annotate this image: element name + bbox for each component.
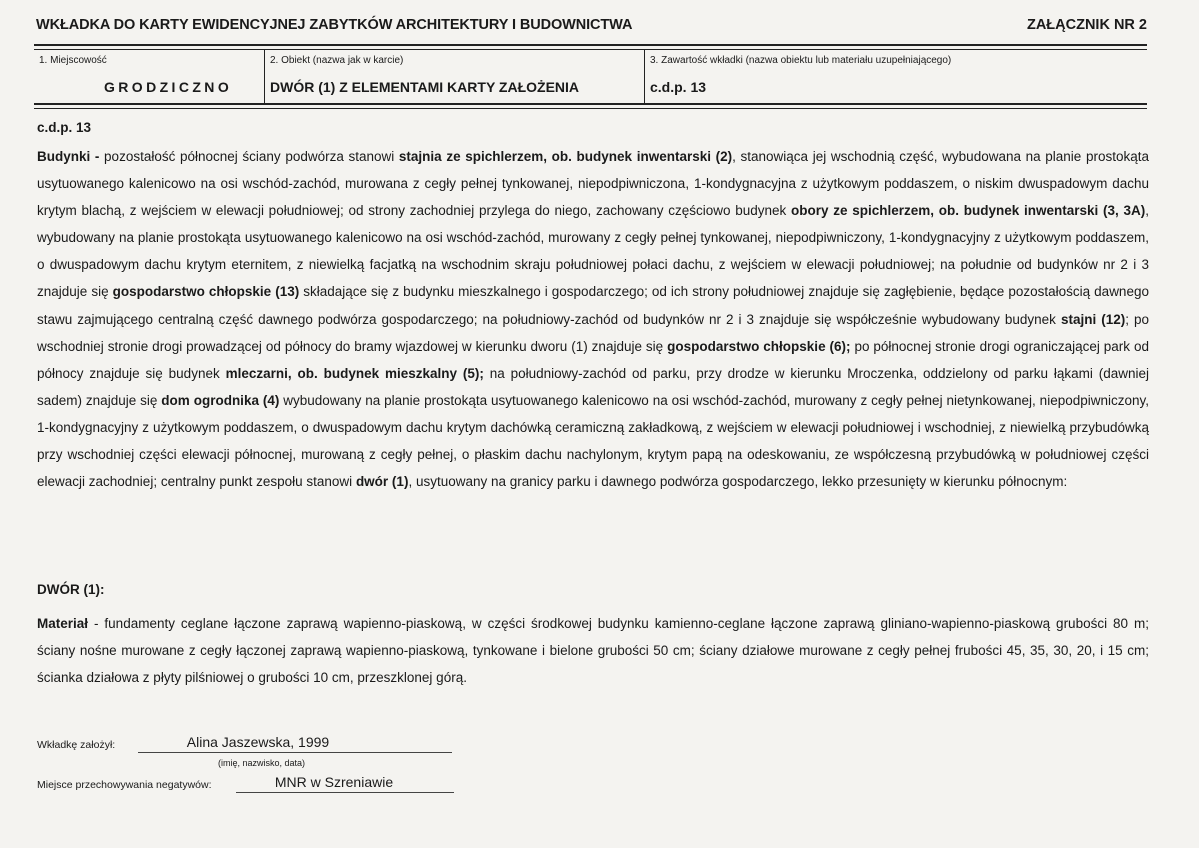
- field-locality: [34, 50, 264, 103]
- author-hint: (imię, nazwisko, data): [218, 758, 306, 768]
- field-locality-label: 1. Miejscowość: [39, 55, 107, 66]
- section-heading: c.d.p. 13: [37, 120, 92, 135]
- buildings-paragraph: [37, 143, 1149, 495]
- field-object-label: 2. Obiekt (nazwa jak w karcie): [270, 55, 404, 66]
- term-mleczarni: mleczarni, ob. budynek mieszkalny (5);: [225, 365, 484, 381]
- header-rule: [34, 44, 1147, 46]
- annex-number: ZAŁĄCZNIK NR 2: [1026, 17, 1147, 33]
- field-content-value: c.d.p. 13: [650, 79, 707, 95]
- field-object: [264, 50, 645, 103]
- term-obory: obory ze spichlerzem, ob. budynek inwentarski (3, 3A): [791, 203, 1146, 219]
- author-label: Wkładkę założył:: [37, 739, 116, 751]
- term-stajnia: stajnia ze spichlerzem, ob. budynek inwentarski (2): [398, 149, 733, 164]
- term-gospodarstwo-13: gospodarstwo chłopskie (13): [112, 284, 300, 300]
- field-object-value: DWÓR (1) Z ELEMENTAMI KARTY ZAŁOŻENIA: [270, 79, 580, 95]
- text-run: , wybudowany na planie prostokąta usytuowanego kalenicowo na osi wschód-zachód, murowany z cegły pełnej tynkowanej, niepodpiwniczony, 1-kondygnacyjny z użytkowym poddaszem, o dwuspadowym dachu krytym eternitem, z niewielką facjatką na wschodnim skraju południowej połaci dachu, z wejściem w elewacji południowej; na południe od budynków nr 2 i 3 znajduje się: [37, 203, 1150, 300]
- storage-label: Miejsce przechowywania negatywów:: [37, 779, 212, 791]
- text-run: po północnej stronie drogi ograniczającej park od północy znajduje się budynek: [37, 338, 1149, 381]
- material-label: Materiał: [37, 616, 89, 631]
- fields-rule-thin: [34, 108, 1147, 109]
- field-locality-value: GRODZICZNO: [104, 79, 233, 95]
- material-text: - fundamenty ceglane łączone zaprawą wapienno-piaskową, w części środkowej budynku kamienno-ceglane łączone zaprawą gliniano-wapienno-piaskową grubości 80 m; ściany nośne murowane z cegły łączonej zaprawą wapienno-piaskową, tynkowane i bielone grubości 50 cm; ściany działowe murowane z cegły pełnej frubości 45, 35, 30, 20, i 15 cm; ścianka działowa z płyty pilśniowej o grubości 10 cm, przeszklonej górą.: [37, 616, 1149, 686]
- text-run: ; po wschodniej stronie drogi prowadzącej od północy do bramy wjazdowej w kierunku dworu (1) znajduje się: [37, 311, 1149, 354]
- text-run: na południowy-zachód od parku, przy drodze w kierunku Mroczenka, oddzielony od parku łąkami (dawniej sadem) znajduje się: [37, 365, 1150, 408]
- storage-value: MNR w Szreniawie: [274, 774, 394, 790]
- text-run: składające się z budynku mieszkalnego i gospodarczego; od ich strony południowej znajduje się zagłębienie, będące pozostałością dawnego stawu zajmującego centralną część dawnego podwórza gospodarczego; na południowy-zachód od budynków nr 2 i 3 znajduje się współcześnie wybudowany budynek: [37, 284, 1149, 327]
- text-run: pozostałość północnej ściany podwórza stanowi: [104, 149, 399, 164]
- term-budynki: Budynki -: [37, 149, 105, 164]
- text-run: , usytuowany na granicy parku i dawnego podwórza gospodarczego, lekko przesunięty w kierunku północnym:: [408, 474, 1068, 490]
- document-title: WKŁADKA DO KARTY EWIDENCYJNEJ ZABYTKÓW ARCHITEKTURY I BUDOWNICTWA: [36, 17, 633, 33]
- term-dwor: dwór (1): [355, 474, 409, 490]
- material-paragraph: [37, 610, 1149, 691]
- dwor-heading: DWÓR (1):: [37, 582, 105, 597]
- author-line: [138, 752, 452, 753]
- storage-line: [236, 792, 454, 793]
- term-stajni-12: stajni (12): [1060, 311, 1126, 327]
- term-gospodarstwo-6: gospodarstwo chłopskie (6);: [667, 338, 851, 354]
- author-value: Alina Jaszewska, 1999: [186, 734, 330, 750]
- field-content-label: 3. Zawartość wkładki (nazwa obiektu lub materiału uzupełniającego): [650, 55, 952, 66]
- fields-rule: [34, 103, 1147, 105]
- term-dom-ogrodnika: dom ogrodnika (4): [161, 392, 280, 408]
- text-run: , stanowiąca jej wschodnią część, wybudowana na planie prostokąta usytuowanego kalenicowo na osi wschód-zachód, murowana z cegły pełnej tynkowanej, niepodpiwniczona, 1-kondygnacyjna z użytkowym poddaszem, o niskim dwuspadowym dachu krytym blachą, z wejściem w elewacji południowej; od strony zachodniej przylega do niego, zachowany częściowo budynek: [37, 149, 1149, 219]
- text-run: wybudowany na planie prostokąta usytuowanego kalenicowo na osi wschód-zachód, murowany z cegły pełnej nietynkowanej, niepodpiwniczony, 1-kondygnacyjny z użytkowym poddaszem, o dwuspadowym dachu krytym dachówką ceramiczną zakładkową, z wejściem w elewacji południowej i wschodniej, z niewielką przybudówką przy wschodniej części elewacji północnej, murowaną z cegły pełnej, o płaskim dachu nachylonym, krytym papą na odeskowaniu, ze współczesną przybudówką w południowej części elewacji zachodniej; centralny punkt zespołu stanowi: [37, 392, 1150, 490]
- field-content: [644, 50, 1148, 103]
